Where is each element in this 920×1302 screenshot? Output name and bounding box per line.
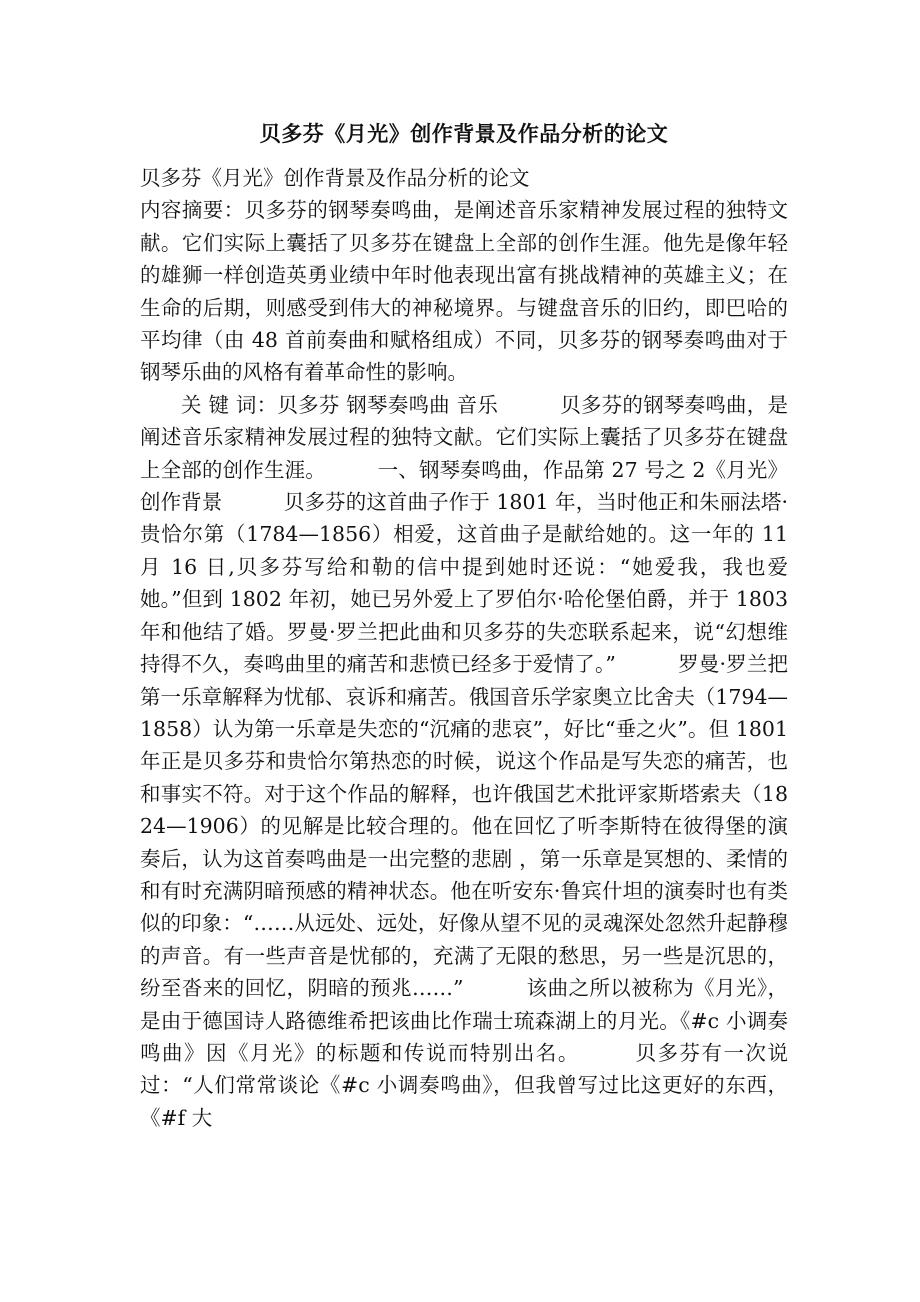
document-page xyxy=(140,118,788,1134)
abstract-paragraph: 内容摘要：贝多芬的钢琴奏鸣曲，是阐述音乐家精神发展过程的独特文献。它们实际上囊括了贝多芬在键盘上全部的创作生涯。他先是像年轻的雄狮一样创造英勇业绩中年时他表现出富有挑战精神的英雄主义；在生命的后期，则感受到伟大的神秘境界。与键盘音乐的旧约，即巴哈的平均律（由 48 首前奏曲和赋格组成）不同，贝多芬的钢琴奏鸣曲对于钢琴乐曲的风格有着革命性的影响。 xyxy=(140,198,788,385)
document-title: 贝多芬《月光》创作背景及作品分析的论文 xyxy=(259,122,669,146)
document-subtitle: 贝多芬《月光》创作背景及作品分析的论文 xyxy=(140,166,530,190)
document-body xyxy=(140,162,788,1134)
main-paragraph: 关 键 词：贝多芬 钢琴奏鸣曲 音乐 贝多芬的钢琴奏鸣曲，是阐述音乐家精神发展过程的独特文献。它们实际上囊括了贝多芬在键盘上全部的创作生涯。 一、钢琴奏鸣曲，作品第 27 号之 2《月光》创作背景 贝多芬的这首曲子作于 1801 年，当时他正和朱丽法塔·贵恰尔第（1784—1856）相爱，这首曲子是献给她的。这一年的 11 月 16 日,贝多芬写给和勒的信中提到她时还说：“她爱我，我也爱她。”但到 1802 年初，她已另外爱上了罗伯尔·哈伦堡伯爵，并于 1803 年和他结了婚。罗曼·罗兰把此曲和贝多芬的失恋联系起来，说“幻想维持得不久，奏鸣曲里的痛苦和悲愤已经多于爱情了。” 罗曼·罗兰把第一乐章解释为忧郁、哀诉和痛苦。俄国音乐学家奥立比舍夫（1794—1858）认为第一乐章是失恋的“沉痛的悲哀”，好比“垂之火”。但 1801 年正是贝多芬和贵恰尔第热恋的时候，说这个作品是写失恋的痛苦，也和事实不符。对于这个作品的解释，也许俄国艺术批评家斯塔索夫（1824—1906）的见解是比较合理的。他在回忆了听李斯特在彼得堡的演奏后，认为这首奏鸣曲是一出完整的悲剧 ，第一乐章是冥想的、柔情的和有时充满阴暗预感的精神状态。他在听安东·鲁宾什坦的演奏时也有类似的印象：“……从远处、远处，好像从望不见的灵魂深处忽然升起静穆的声音。有一些声音是忧郁的，充满了无限的愁思，另一些是沉思的，纷至沓来的回忆，阴暗的预兆……” 该曲之所以被称为《月光》，是由于德国诗人路德维希把该曲比作瑞士琉森湖上的月光。《#c 小调奏鸣曲》因《月光》的标题和传说而特别出名。 贝多芬有一次说过：“人们常常谈论《#c 小调奏鸣曲》，但我曾写过比这更好的东西，《#f 大 xyxy=(140,392,788,1130)
